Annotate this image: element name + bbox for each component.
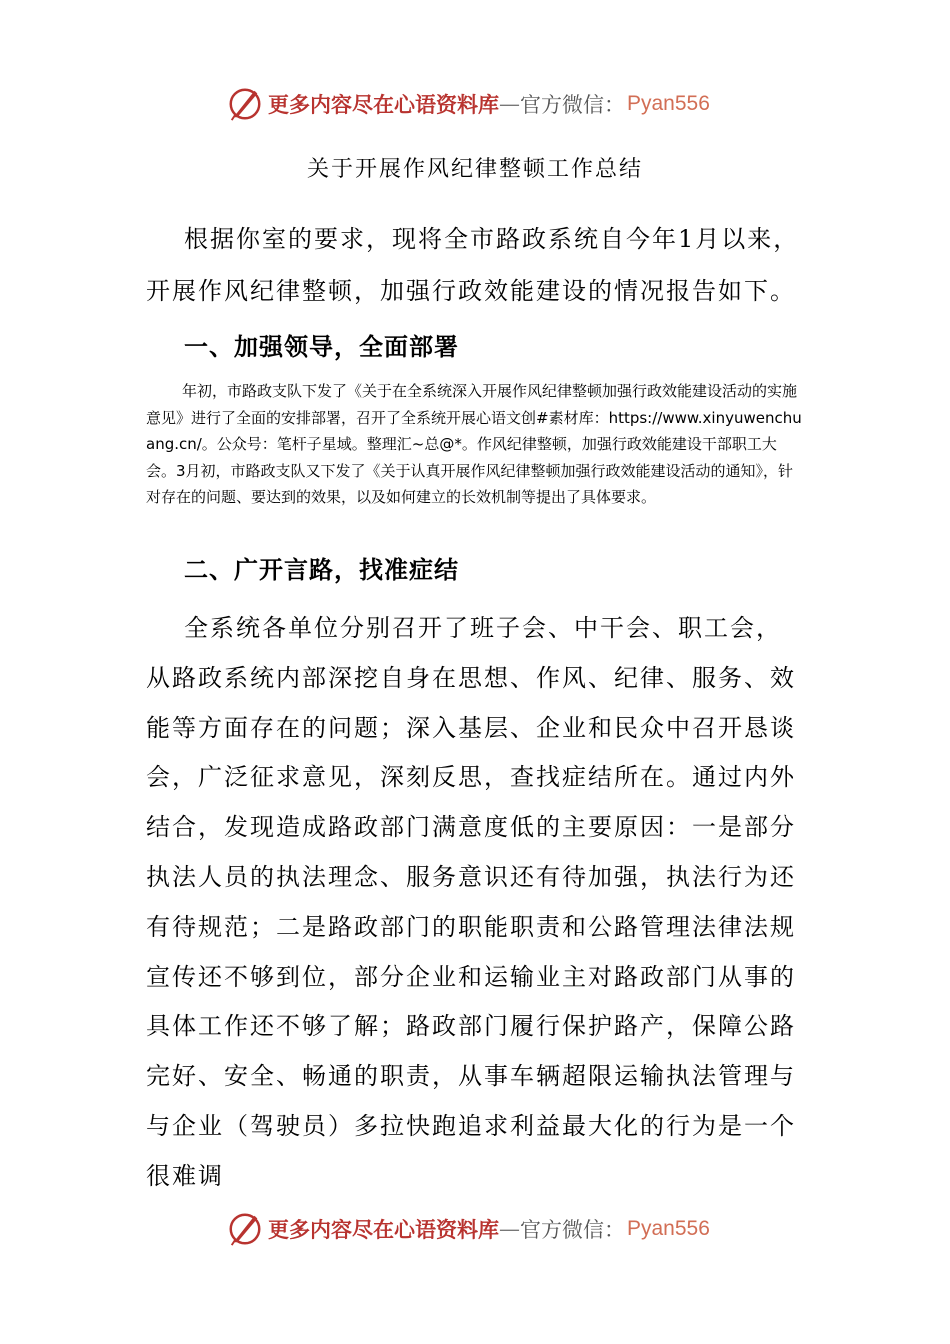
banner-dash: — — [499, 1217, 520, 1241]
section2-heading: 二、广开言路，找准症结 — [184, 556, 459, 584]
banner-wechat-id: Pyan556 — [627, 92, 710, 115]
section1-paragraph: 年初，市路政支队下发了《关于在全系统深入开展作风纪律整顿加强行政效能建设活动的实施意见》进行了全面的安排部署，召开了全系统开展心语文创#素材库：https://www.xinyuwenchuang.cn/。公众号：笔杆子星域。整理汇~总@*。作风纪律整顿，加强行政效能建设干部职工大会。3月初，市路政支队又下发了《关于认真开展作风纪律整顿加强行政效能建设活动的通知》，针对存在的问题、要达到的效果，以及如何建立的长效机制等提出了具体要求。 — [146, 382, 802, 506]
section2-paragraph: 全系统各单位分别召开了班子会、中干会、职工会，从路政系统内部深挖自身在思想、作风、纪律、服务、效能等方面存在的问题；深入基层、企业和民众中召开恳谈会，广泛征求意见，深刻反思，查找症结所在。通过内外结合，发现造成路政部门满意度低的主要原因：一是部分执法人员的执法理念、服务意识还有待加强，执法行为还有待规范；二是路政部门的职能职责和公路管理法律法规宣传还不够到位，部分企业和运输业主对路政部门从事的具体工作还不够了解；路政部门履行保护路产，保障公路完好、安全、畅通的职责，从事车辆超限运输执法管理与与企业（驾驶员）多拉快跑追求利益最大化的行为是一个很难调 — [146, 614, 796, 1190]
footer-banner — [226, 1209, 710, 1249]
header-banner — [226, 84, 710, 124]
quill-pen-logo-icon — [226, 1210, 264, 1248]
intro-paragraph: 根据你室的要求，现将全市路政系统自今年1月以来，开展作风纪律整顿，加强行政效能建设的情况报告如下。 — [146, 225, 800, 305]
banner-dash: — — [499, 92, 520, 116]
banner-wechat-label: 官方微信： — [520, 1218, 625, 1242]
quill-pen-logo-icon — [226, 85, 264, 123]
banner-brand-text: 更多内容尽在心语资料库 — [268, 1217, 499, 1242]
banner-wechat-id: Pyan556 — [627, 1217, 710, 1240]
banner-brand-text: 更多内容尽在心语资料库 — [268, 92, 499, 117]
section1-heading: 一、加强领导，全面部署 — [184, 333, 459, 361]
banner-wechat-label: 官方微信： — [520, 93, 625, 117]
document-title: 关于开展作风纪律整顿工作总结 — [306, 157, 643, 182]
